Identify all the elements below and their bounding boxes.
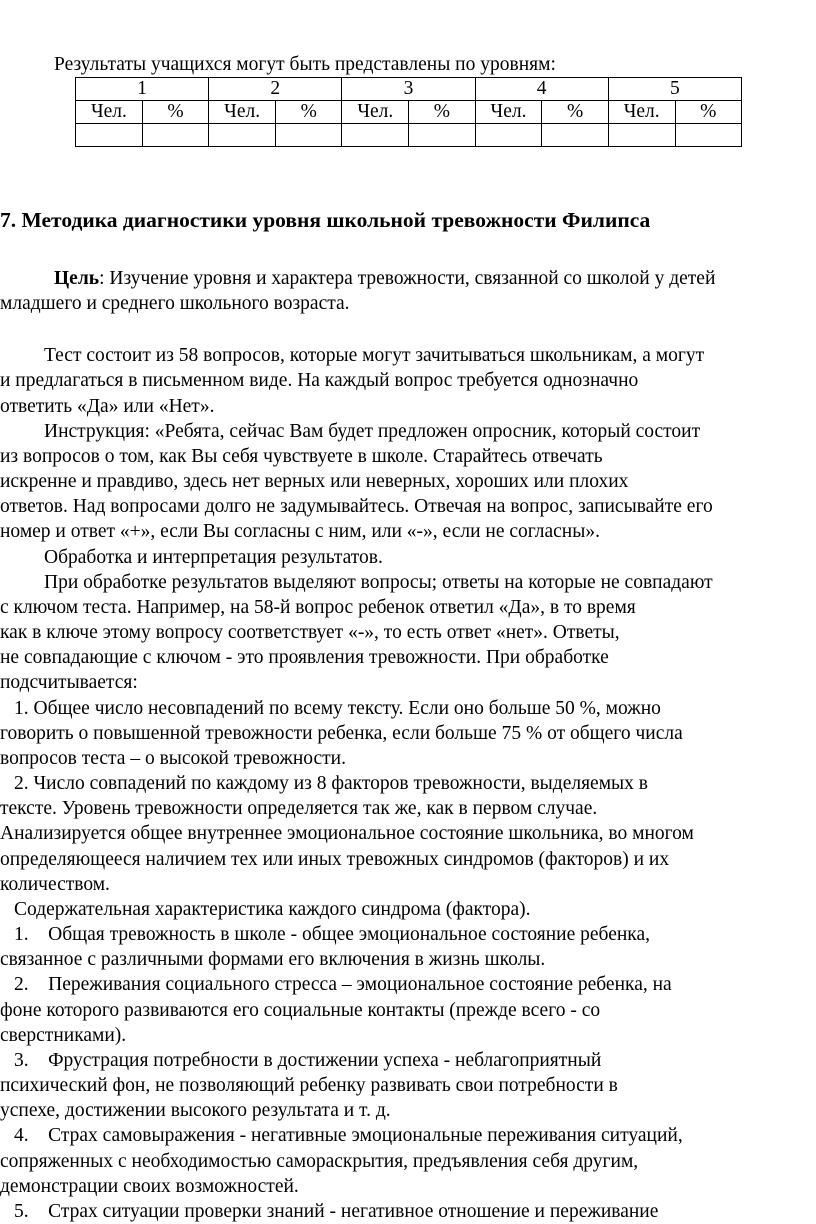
empty-cell	[209, 124, 276, 147]
body-line: сопряженных с необходимостью самораскрытия, предъявления себя другим,	[0, 1151, 639, 1172]
body-line: связанное с различными формами его включения в жизнь школы.	[0, 949, 546, 970]
body-line: 2. Число совпадений по каждому из 8 факторов тревожности, выделяемых в	[14, 773, 648, 794]
body-line: Содержательная характеристика каждого синдрома (фактора).	[14, 899, 531, 920]
subheader-cell: %	[409, 101, 475, 124]
body-line: 1. Общее число несовпадений по всему тексту. Если оно больше 50 %, можно	[14, 698, 661, 719]
intro-text: Результаты учащихся могут быть представлены по уровням:	[54, 54, 556, 75]
empty-cell	[675, 124, 741, 147]
empty-cell	[276, 124, 342, 147]
level-5-header: 5	[608, 78, 741, 101]
level-1-header: 1	[76, 78, 209, 101]
body-line: тексте. Уровень тревожности определяется так же, как в первом случае.	[0, 798, 598, 819]
body-line: и предлагаться в письменном виде. На каждый вопрос требуется однозначно	[0, 370, 639, 391]
subheader-cell: Чел.	[342, 101, 409, 124]
empty-cell	[76, 124, 143, 147]
level-3-header: 3	[342, 78, 475, 101]
subheader-cell: %	[142, 101, 208, 124]
subheader-cell: %	[542, 101, 608, 124]
body-line: При обработке результатов выделяют вопросы; ответы на которые не совпадают	[44, 572, 713, 593]
body-line: успехе, достижении высокого результата и т. д.	[0, 1100, 391, 1121]
level-4-header: 4	[475, 78, 608, 101]
body-line: Инструкция: «Ребята, сейчас Вам будет предложен опросник, который состоит	[44, 421, 701, 442]
list-item: 5. Страх ситуации проверки знаний - негативное отношение и переживание	[14, 1201, 659, 1222]
body-line: младшего и среднего школьного возраста.	[0, 293, 350, 314]
list-item: 2. Переживания социального стресса – эмоциональное состояние ребенка, на	[14, 974, 672, 995]
body-line: из вопросов о том, как Вы себя чувствуете в школе. Старайтесь отвечать	[0, 446, 603, 467]
goal-text: : Изучение уровня и характера тревожности, связанной со школой у детей	[99, 268, 716, 289]
body-line: Обработка и интерпретация результатов.	[44, 547, 383, 568]
body-line: как в ключе этому вопросу соответствует «-», то есть ответ «нет». Ответы,	[0, 622, 620, 643]
levels-empty-row	[76, 124, 742, 147]
subheader-cell: %	[276, 101, 342, 124]
levels-table	[75, 77, 742, 147]
section-heading: 7. Методика диагностики уровня школьной тревожности Филипса	[0, 208, 651, 232]
body-line: психический фон, не позволяющий ребенку развивать свои потребности в	[0, 1075, 618, 1096]
body-line: Анализируется общее внутреннее эмоциональное состояние школьника, во многом	[0, 823, 694, 844]
empty-cell	[542, 124, 608, 147]
levels-header-row	[76, 78, 742, 101]
body-line: количеством.	[0, 874, 110, 895]
body-line: демонстрации своих возможностей.	[0, 1176, 299, 1197]
body-line: искренне и правдиво, здесь нет верных или неверных, хороших или плохих	[0, 471, 629, 492]
body-line: ответить «Да» или «Нет».	[0, 396, 215, 417]
empty-cell	[409, 124, 475, 147]
subheader-cell: %	[675, 101, 741, 124]
body-line: ответов. Над вопросами долго не задумывайтесь. Отвечая на вопрос, записывайте его	[0, 496, 713, 517]
level-2-header: 2	[209, 78, 342, 101]
body-line	[54, 266, 715, 291]
goal-label: Цель	[54, 268, 100, 289]
body-line: вопросов теста – о высокой тревожности.	[0, 748, 346, 769]
body-line: фоне которого развиваются его социальные контакты (прежде всего - со	[0, 1000, 601, 1021]
body-line: сверстниками).	[0, 1025, 127, 1046]
body-line: не совпадающие с ключом - это проявления тревожности. При обработке	[0, 647, 609, 668]
body-line: подсчитывается:	[0, 672, 138, 693]
body-line: определяющееся наличием тех или иных тревожных синдромов (факторов) и их	[0, 849, 670, 870]
body-line: Тест состоит из 58 вопросов, которые могут зачитываться школьникам, а могут	[44, 345, 705, 366]
empty-cell	[142, 124, 208, 147]
subheader-cell: Чел.	[76, 101, 143, 124]
body-line: говорить о повышенной тревожности ребенка, если больше 75 % от общего числа	[0, 723, 683, 744]
list-item: 3. Фрустрация потребности в достижении успеха - неблагоприятный	[14, 1050, 602, 1071]
empty-cell	[608, 124, 675, 147]
list-item: 4. Страх самовыражения - негативные эмоциональные переживания ситуаций,	[14, 1125, 683, 1146]
empty-cell	[342, 124, 409, 147]
subheader-cell: Чел.	[475, 101, 542, 124]
body-line: с ключом теста. Например, на 58-й вопрос ребенок ответил «Да», в то время	[0, 597, 636, 618]
subheader-cell: Чел.	[209, 101, 276, 124]
levels-subheader-row	[76, 101, 742, 124]
list-item: 1. Общая тревожность в школе - общее эмоциональное состояние ребенка,	[14, 924, 650, 945]
empty-cell	[475, 124, 542, 147]
body-line: номер и ответ «+», если Вы согласны с ним, или «-», если не согласны».	[0, 521, 600, 542]
subheader-cell: Чел.	[608, 101, 675, 124]
